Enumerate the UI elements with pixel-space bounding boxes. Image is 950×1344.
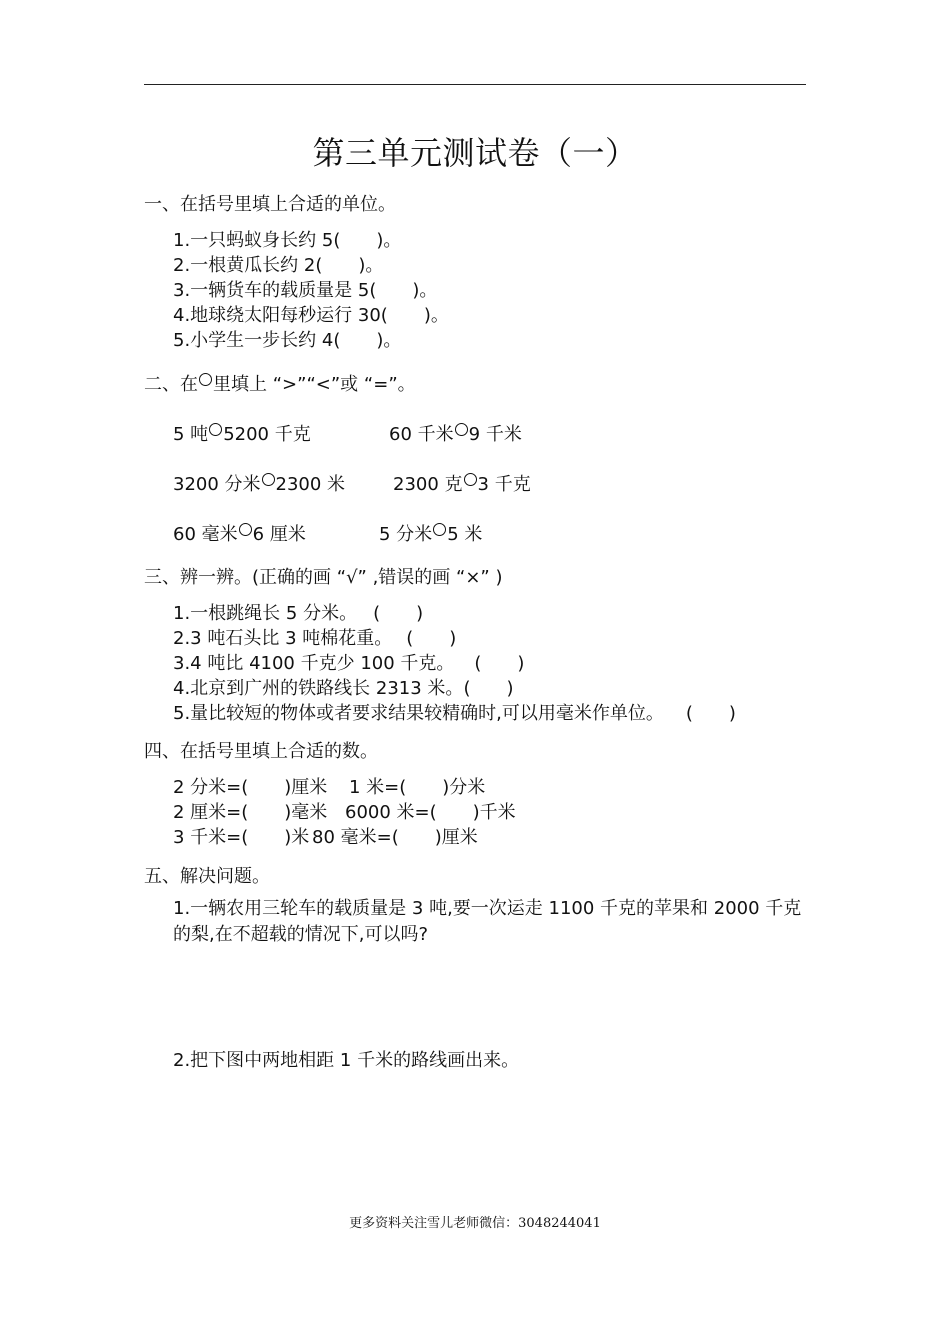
s1-item-4: 4.地球绕太阳每秒运行 30( )。 — [173, 305, 449, 326]
answer-blank[interactable]: ( ) — [685, 703, 736, 724]
compare-circle-icon[interactable] — [239, 523, 252, 536]
s3-item-1 — [173, 599, 423, 625]
section-4-heading: 四、在括号里填上合适的数。 — [144, 741, 378, 762]
page-title: 第三单元测试卷（一） — [312, 134, 638, 172]
s4-row-3-left: 3 千米=( )米 — [173, 827, 310, 848]
s2-heading-pre: 二、在 — [144, 374, 198, 395]
s5-question-1 — [173, 896, 813, 948]
s2-row-3-right — [379, 520, 482, 546]
s4-row-2-left: 2 厘米=( )毫米 — [173, 802, 328, 823]
s2-row-3-left — [173, 520, 306, 546]
compare-left: 5 吨 — [173, 424, 209, 445]
compare-circle-icon[interactable] — [262, 473, 275, 486]
compare-circle-icon[interactable] — [433, 523, 446, 536]
compare-left: 2300 克 — [393, 474, 463, 495]
judge-statement: 5.量比较短的物体或者要求结果较精确时,可以用毫米作单位。 — [173, 703, 664, 724]
s3-item-3 — [173, 649, 524, 675]
s2-heading-post: 里填上 “>”“<”或 “=”。 — [213, 374, 416, 395]
s4-row-1-left: 2 分米=( )厘米 — [173, 777, 328, 798]
compare-left: 60 千米 — [389, 424, 454, 445]
compare-right: 3 千克 — [477, 474, 531, 495]
judge-statement: 4.北京到广州的铁路线长 2313 米。 — [173, 678, 464, 699]
s1-item-2: 2.一根黄瓜长约 2( )。 — [173, 255, 384, 276]
s3-item-4 — [173, 674, 513, 700]
compare-right: 9 千米 — [468, 424, 522, 445]
s2-row-1-left — [173, 420, 311, 446]
header-rule — [144, 84, 806, 85]
s2-row-1-right — [389, 420, 522, 446]
answer-blank[interactable]: ( ) — [373, 603, 424, 624]
s2-row-2-right — [393, 470, 531, 496]
section-2-heading — [144, 370, 416, 396]
judge-statement: 3.4 吨比 4100 千克少 100 千克。 — [173, 653, 455, 674]
compare-right: 2300 米 — [275, 474, 346, 495]
s4-row-3-right: 80 毫米=( )厘米 — [312, 827, 478, 848]
section-3-heading: 三、辨一辨。(正确的画 “√” ,错误的画 “×” ) — [144, 567, 503, 588]
compare-right: 6 厘米 — [252, 524, 306, 545]
section-1-heading: 一、在括号里填上合适的单位。 — [144, 194, 396, 215]
compare-right: 5200 千克 — [223, 424, 311, 445]
answer-blank[interactable]: ( ) — [463, 678, 514, 699]
compare-circle-icon[interactable] — [455, 423, 468, 436]
s1-item-3: 3.一辆货车的载质量是 5( )。 — [173, 280, 438, 301]
section-5-heading: 五、解决问题。 — [144, 866, 270, 887]
circle-icon — [199, 373, 212, 386]
compare-right: 5 米 — [447, 524, 483, 545]
s4-row-2-right: 6000 米=( )千米 — [345, 802, 516, 823]
compare-left: 5 分米 — [379, 524, 433, 545]
judge-statement: 1.一根跳绳长 5 分米。 — [173, 603, 358, 624]
answer-blank[interactable]: ( ) — [406, 628, 457, 649]
s4-row-1-right: 1 米=( )分米 — [349, 777, 486, 798]
s2-row-2-left — [173, 470, 345, 496]
judge-statement: 2.3 吨石头比 3 吨棉花重。 — [173, 628, 393, 649]
answer-blank[interactable]: ( ) — [474, 653, 525, 674]
footer-note: 更多资料关注雪儿老师微信：3048244041 — [349, 1216, 601, 1231]
compare-left: 60 毫米 — [173, 524, 238, 545]
s3-item-5 — [173, 699, 736, 725]
compare-circle-icon[interactable] — [464, 473, 477, 486]
s5-question-2: 2.把下图中两地相距 1 千米的路线画出来。 — [173, 1050, 520, 1071]
s1-item-5: 5.小学生一步长约 4( )。 — [173, 330, 402, 351]
s1-item-1: 1.一只蚂蚁身长约 5( )。 — [173, 230, 402, 251]
compare-circle-icon[interactable] — [209, 423, 222, 436]
compare-left: 3200 分米 — [173, 474, 261, 495]
s3-item-2 — [173, 624, 456, 650]
question-text: 1.一辆农用三轮车的载质量是 3 吨,要一次运走 1100 千克的苹果和 2000 千克的梨,在不超载的情况下,可以吗? — [173, 898, 802, 945]
